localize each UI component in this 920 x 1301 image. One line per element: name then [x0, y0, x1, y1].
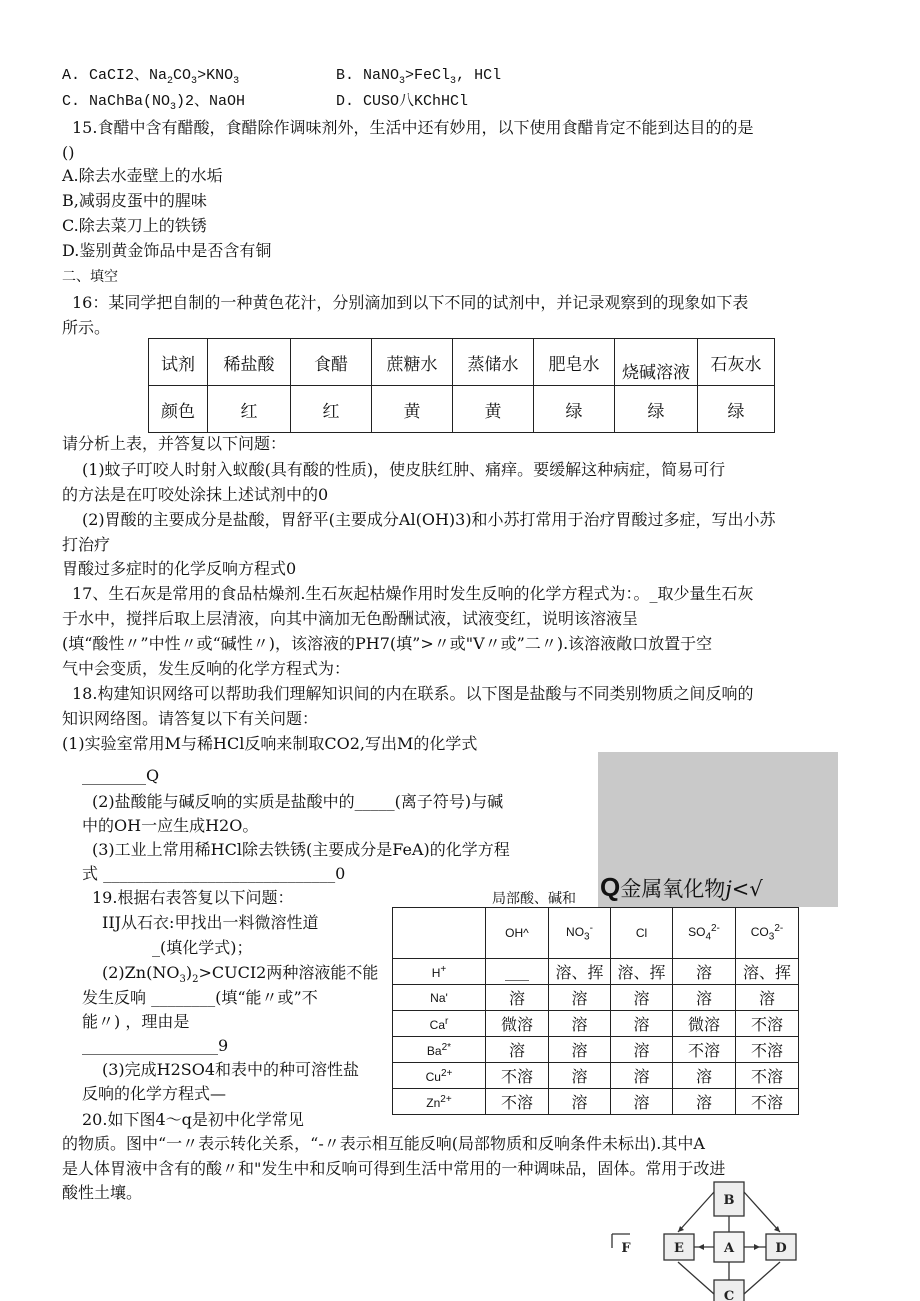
table-cell: 黄: [372, 386, 453, 433]
table-cell: $Cu^{2+}$: [393, 1063, 486, 1089]
table-cell: 溶: [549, 1089, 611, 1115]
diagram-label-e: E: [674, 1241, 684, 1256]
diagram-label-c: C: [723, 1289, 735, 1301]
table-cell: OH^: [486, 908, 549, 959]
table-cell: 溶: [611, 1089, 673, 1115]
diagram-label-f: F: [621, 1241, 631, 1256]
table-cell: 溶: [611, 985, 673, 1011]
q19-part2-line3: 能〃) ，理由是: [82, 1012, 190, 1031]
q18-part3-line1: (3)工业上常用稀HCl除去铁锈(主要成分是FeA)的化学方程: [92, 840, 510, 859]
q18-part2-line2: 中的OH一应生成H2O。: [82, 816, 259, 835]
table-cell: $Ba^{2*}$: [393, 1037, 486, 1063]
table-cell: 不溶: [736, 1089, 799, 1115]
q14-option-b: B. NaNO$_3$>FeCl$_3$, HCl: [336, 67, 502, 87]
table-cell: 溶: [549, 1037, 611, 1063]
table-cell: 溶: [673, 1089, 736, 1115]
table-cell: 肥皂水: [534, 339, 615, 386]
q15-option-b: B,减弱皮蛋中的腥味: [62, 191, 207, 210]
diagram-label-a: A: [723, 1241, 735, 1256]
table-cell: 溶、挥: [736, 959, 799, 985]
q19-line1: 19.根据右表答复以下问题：: [92, 888, 294, 907]
table-cell: 红: [291, 386, 372, 433]
table-cell: H+: [393, 959, 486, 985]
diagram-arrow-b-e: [678, 1192, 714, 1232]
q16-line2: 所示。: [62, 318, 111, 337]
q18-part3-line2: 式 _____________________________0: [82, 864, 346, 883]
table-cell: 试剂: [149, 339, 208, 386]
table-cell: 不溶: [736, 1037, 799, 1063]
q15-paren: (): [62, 143, 75, 162]
table-cell: 食醋: [291, 339, 372, 386]
section-heading-fill: 二、填空: [62, 269, 118, 285]
q17-line3: (填“酸性〃”中性〃或“碱性〃)，该溶液的PH7(填”>〃或"V〃或”二〃).该溶液敞口放置于空: [62, 634, 713, 653]
q19-part2-line1: $(2)Zn(NO_3)_2>CUCI2$两种溶液能不能: [102, 963, 379, 986]
table-cell: 绿: [534, 386, 615, 433]
q16-part1-line1: (1)蚊子叮咬人时射入蚁酸(具有酸的性质)，使皮肤红肿、痛痒。要缓解这种病症，简易可行: [82, 460, 726, 479]
table-cell: 溶: [611, 1063, 673, 1089]
table-cell: 微溶: [673, 1011, 736, 1037]
q15-option-d: D.鉴别黄金饰品中是否含有铜: [62, 241, 272, 260]
q14-option-a: A. CaCI2、$Na_2CO_3>KNO_3$: [62, 67, 240, 87]
table-cell: 稀盐酸: [208, 339, 291, 386]
q16-part2-line2: 打治疗: [62, 535, 111, 554]
q18-line2: 知识网络图。请答复以下有关问题：: [62, 709, 319, 728]
table-cell: $NO_3^-$: [549, 908, 611, 959]
table-cell: 溶、挥: [611, 959, 673, 985]
table-cell: 绿: [698, 386, 775, 433]
q18-part1-blank: ________Q: [82, 766, 160, 785]
table-cell: 微溶: [486, 1011, 549, 1037]
q19-part3-line1: (3)完成H2SO4和表中的种可溶性盐: [102, 1060, 360, 1079]
diagram-arrow-d-c: [744, 1262, 780, 1294]
table-cell: 溶: [736, 985, 799, 1011]
diagram-arrow-e-c: [678, 1262, 714, 1294]
diagram-label-b: B: [723, 1193, 735, 1208]
table-cell: ___: [486, 959, 549, 985]
table-cell: 不溶: [486, 1089, 549, 1115]
table-cell: Na': [393, 985, 486, 1011]
reagent-color-table: [148, 338, 775, 433]
table-cell: 溶: [611, 1037, 673, 1063]
q18-part2-line1: (2)盐酸能与碱反响的实质是盐酸中的_____(离子符号)与碱: [92, 792, 504, 811]
diagram-arrow-b-d: [744, 1192, 780, 1232]
q19-part3-line2: 反响的化学方程式—: [82, 1084, 227, 1103]
q19-part1-line2: _(填化学式)；: [152, 938, 253, 957]
table-cell: 黄: [453, 386, 534, 433]
q16-part2-line1: (2)胃酸的主要成分是盐酸，胃舒平(主要成分Al(OH)3)和小苏打常用于治疗胃酸过多症，写出小苏: [82, 510, 776, 529]
table-cell: 石灰水: [698, 339, 775, 386]
table-cell: Ca$^r$: [393, 1011, 486, 1037]
table-cell: $CO_3^{2-}$: [736, 908, 799, 959]
metal-oxide-label: Q金属氧化物j<√: [600, 872, 763, 902]
table-cell: 溶: [673, 985, 736, 1011]
q17-line4: 气中会变质，发生反响的化学方程式为：: [62, 659, 351, 678]
table-cell: 溶: [549, 1011, 611, 1037]
q19-part2-line4: _________________9: [82, 1036, 229, 1055]
table-cell: 不溶: [736, 1011, 799, 1037]
table-cell: 溶: [486, 985, 549, 1011]
table-cell: Cl: [611, 908, 673, 959]
q16-line1: 16：某同学把自制的一种黄色花汁，分别滴加到以下不同的试剂中，并记录观察到的现象如下表: [72, 293, 749, 312]
q19-part1-line1: IIJ从石衣:甲找出一料微溶性道: [102, 913, 319, 932]
table-cell: 绿: [615, 386, 698, 433]
q19-part2-line2: 发生反响 ________(填“能〃或”不: [82, 988, 318, 1007]
table-cell: 烧碱溶液: [615, 339, 698, 386]
table-cell: 不溶: [486, 1063, 549, 1089]
table-cell: $SO_4^{2-}$: [673, 908, 736, 959]
q20-line3: 是人体胃液中含有的酸〃和"发生中和反响可得到生活中常用的一种调味品，固体。常用于改进: [62, 1159, 726, 1178]
diagram-label-d: D: [775, 1241, 787, 1256]
q18-line1: 18.构建知识网络可以帮助我们理解知识间的内在联系。以下图是盐酸与不同类别物质之间反响的: [72, 684, 754, 703]
q14-option-c: C. $NaChBa(NO_3)2$、NaOH: [62, 93, 246, 113]
table-cell: 溶: [486, 1037, 549, 1063]
q14-option-d: D. CUSO八KChHCl: [336, 93, 469, 110]
table-cell: [393, 908, 486, 959]
solubility-table: [392, 907, 799, 1115]
q17-line2: 于水中，搅拌后取上层清液，向其中滴加无色酚酬试液，试液变红，说明该溶液呈: [62, 609, 639, 628]
q16-instruction: 请分析上表，并答复以下问题：: [62, 434, 287, 453]
q20-line2: 的物质。图中“一〃表示转化关系，“-〃表示相互能反响(局部物质和反响条件未标出).其中A: [62, 1134, 705, 1153]
table-cell: 溶: [673, 959, 736, 985]
q20-relationship-diagram: [608, 1176, 804, 1301]
table-cell: 红: [208, 386, 291, 433]
table-cell: 溶: [673, 1063, 736, 1089]
q15-stem: 15.食醋中含有醋酸，食醋除作调味剂外，生活中还有妙用，以下使用食醋肯定不能到达目的的是: [72, 118, 754, 137]
q20-line1: 20.如下图4～q是初中化学常见: [82, 1110, 304, 1129]
table-cell: 溶、挥: [549, 959, 611, 985]
q16-part2-line3: 胃酸过多症时的化学反响方程式0: [62, 559, 297, 578]
table-cell: 溶: [549, 985, 611, 1011]
table-cell: 不溶: [736, 1063, 799, 1089]
table-cell: 蔗糖水: [372, 339, 453, 386]
q18-part1: (1)实验室常用M与稀HCl反响来制取CO2,写出M的化学式: [62, 734, 478, 753]
table-cell: 颜色: [149, 386, 208, 433]
solubility-table-caption: 局部酸、碱和: [492, 891, 576, 907]
table-cell: 溶: [549, 1063, 611, 1089]
q15-option-c: C.除去菜刀上的铁锈: [62, 216, 207, 235]
table-cell: 不溶: [673, 1037, 736, 1063]
q16-part1-line2: 的方法是在叮咬处涂抹上述试剂中的0: [62, 485, 329, 504]
table-cell: 蒸储水: [453, 339, 534, 386]
table-cell: 溶: [611, 1011, 673, 1037]
q17-line1: 17、生石灰是常用的食品枯燥剂.生石灰起枯燥作用时发生反响的化学方程式为：。_取少量生石灰: [72, 584, 754, 603]
q15-option-a: A.除去水壶壁上的水垢: [62, 166, 223, 185]
q20-line4: 酸性土壤。: [62, 1183, 143, 1202]
table-cell: $Zn^{2+}$: [393, 1089, 486, 1115]
